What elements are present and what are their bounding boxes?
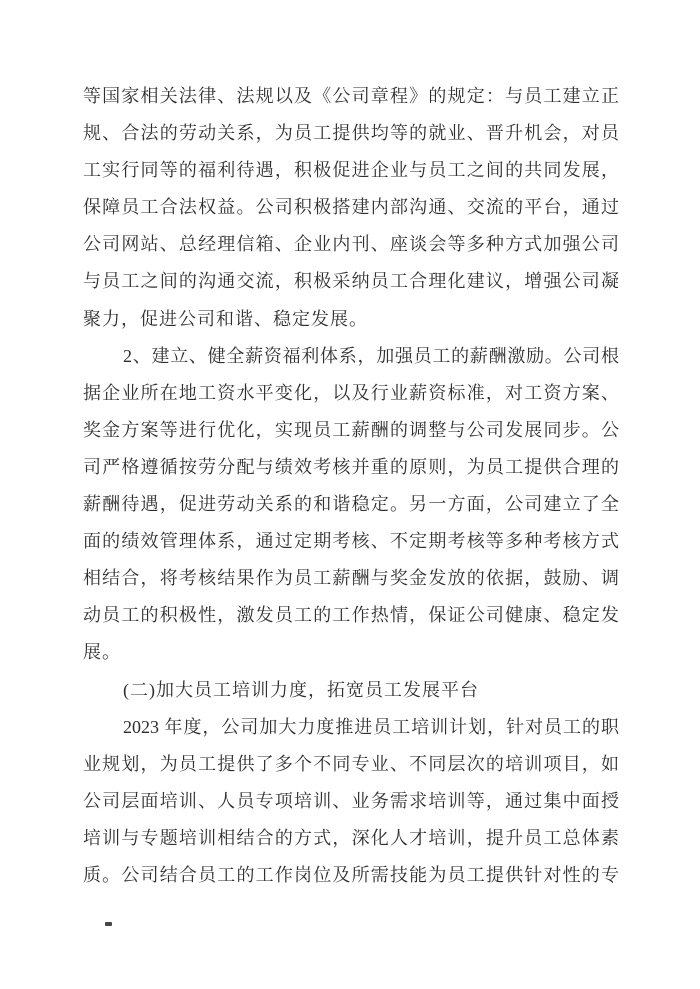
text-line: 质。公司结合员工的工作岗位及所需技能为员工提供针对性的专 xyxy=(83,864,619,885)
text-line: 保障员工合法权益。公司积极搭建内部沟通、交流的平台，通过 xyxy=(83,197,619,218)
text-line: 公司层面培训、人员专项培训、业务需求培训等，通过集中面授 xyxy=(83,790,619,811)
text-line: 公司网站、总经理信箱、企业内刊、座谈会等多种方式加强公司 xyxy=(83,234,619,255)
text-line: 展。 xyxy=(83,642,121,663)
text-line: 据企业所在地工资水平变化，以及行业薪资标准，对工资方案、 xyxy=(83,382,619,403)
text-block xyxy=(83,78,619,894)
text-line: 业规划，为员工提供了多个不同专业、不同层次的培训项目，如 xyxy=(83,753,619,774)
text-line: 2023 年度，公司加大力度推进员工培训计划，针对员工的职 xyxy=(123,716,619,737)
text-line: 与员工之间的沟通交流，积极采纳员工合理化建议，增强公司凝 xyxy=(83,271,619,292)
section-heading xyxy=(83,672,619,709)
text-line: 奖金方案等进行优化，实现员工薪酬的调整与公司发展同步。公 xyxy=(83,419,619,440)
text-line: 等国家相关法律、法规以及《公司章程》的规定：与员工建立正 xyxy=(83,86,619,106)
paragraph-continuation xyxy=(83,78,619,338)
section-heading-text: (二)加大员工培训力度，拓宽员工发展平台 xyxy=(123,679,479,700)
text-line: 面的绩效管理体系，通过定期考核、不定期考核等多种考核方式 xyxy=(83,531,619,552)
text-line: 司严格遵循按劳分配与绩效考核并重的原则，为员工提供合理的 xyxy=(83,456,619,477)
paragraph-salary-welfare xyxy=(83,338,619,672)
text-line: 动员工的积极性，激发员工的工作热情，保证公司健康、稳定发 xyxy=(83,605,619,626)
text-line: 培训与专题培训相结合的方式，深化人才培训，提升员工总体素 xyxy=(83,827,619,848)
text-line: 工实行同等的福利待遇，积极促进企业与员工之间的共同发展， xyxy=(83,160,619,181)
stray-ink-mark xyxy=(105,922,112,926)
paragraph-training xyxy=(83,709,619,894)
text-line: 2、建立、健全薪资福利体系，加强员工的薪酬激励。公司根 xyxy=(123,345,619,366)
text-line: 聚力，促进公司和谐、稳定发展。 xyxy=(83,308,368,329)
text-line: 薪酬待遇，促进劳动关系的和谐稳定。另一方面，公司建立了全 xyxy=(83,494,619,515)
text-line: 规、合法的劳动关系，为员工提供均等的就业、晋升机会，对员 xyxy=(83,123,619,144)
text-line: 相结合，将考核结果作为员工薪酬与奖金发放的依据，鼓励、调 xyxy=(83,568,619,589)
